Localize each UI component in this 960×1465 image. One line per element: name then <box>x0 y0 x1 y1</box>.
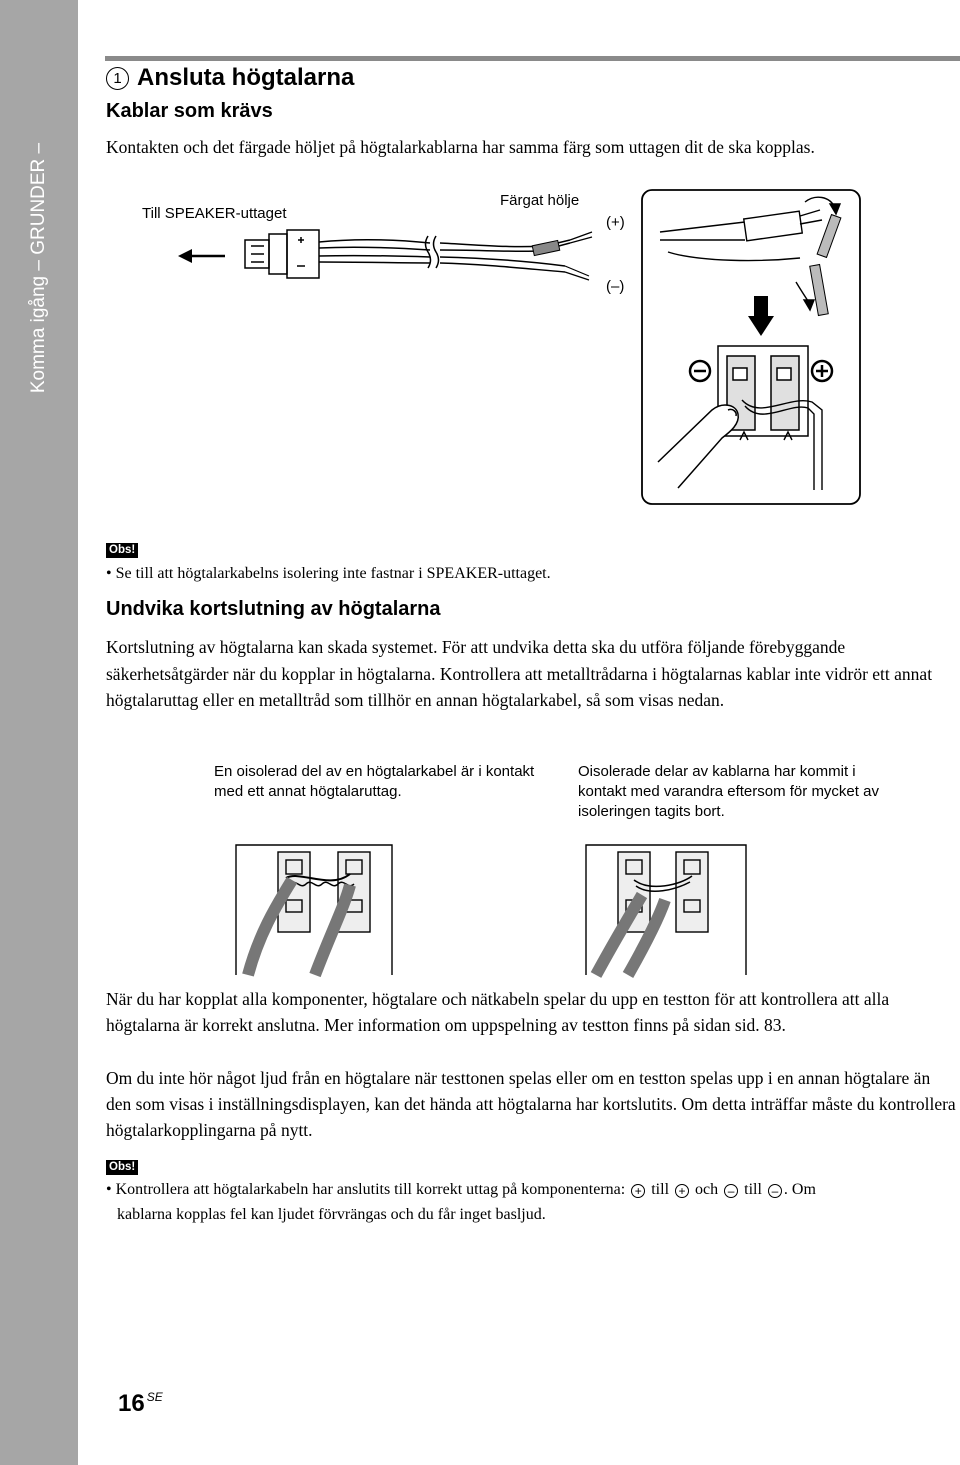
step-number: 1 <box>106 67 129 90</box>
subsection-heading: Kablar som krävs <box>106 100 273 122</box>
note2-text-c: och <box>695 1181 719 1198</box>
page-number-suffix: SE <box>146 1390 163 1404</box>
section-title: Ansluta högtalarna <box>137 64 355 91</box>
caption-wire-contact: Oisolerade delar av kablarna har kommit i kontakt med varandra eftersom för mycket av isoleringen tagits bort. <box>578 763 879 820</box>
note2-badge: Obs! <box>106 1160 138 1175</box>
terminal-short-right-icon <box>586 845 746 975</box>
note2-text-a: • Kontrollera att högtalarkabeln har anslutits till korrekt uttag på komponenterna: <box>106 1181 626 1198</box>
page-number-value: 16 <box>118 1390 145 1417</box>
note2-text-d: till <box>744 1181 762 1198</box>
terminal-short-left-icon <box>236 845 392 975</box>
note2-text-b: till <box>651 1181 670 1198</box>
shortcircuit-body: Kortslutning av högtalarna kan skada systemet. För att undvika detta ska du utföra följande förebyggande säkerhetsåtgärder när du kopplar in högtalarna. Kontrollera att metalltrådarna i högtalarnas kablar inte vidrör ett annat högtalaruttag eller en metalltråd som tillhör en annan högtalarkabel, så som visas nedan. <box>106 637 933 710</box>
minus-wire-label: (–) <box>606 278 625 295</box>
intro-text: Kontakten och det färgade höljet på högtalarkablarna har samma färg som uttagen dit de ska kopplas. <box>106 137 815 157</box>
plus-wire-label: (+) <box>606 214 625 231</box>
note2-line1 <box>106 1178 816 1202</box>
minus-symbol-icon: – <box>724 1184 738 1198</box>
plus-symbol-icon: + <box>631 1184 645 1198</box>
plus-symbol-icon: + <box>675 1184 689 1198</box>
note2-line2: kablarna kopplas fel kan ljudet förvrängas och du får inget basljud. <box>117 1206 546 1223</box>
note2-text-e: . Om <box>783 1181 816 1198</box>
note-badge: Obs! <box>106 543 138 558</box>
sidebar-section-label: Komma igång – GRUNDER – <box>28 142 49 394</box>
colored-tube-label: Färgat hölje <box>500 192 580 209</box>
testtone-para1: När du har kopplat alla komponenter, högtalare och nätkabeln spelar du upp en testton för att kontrollera att alla högtalarna är korrekt anslutna. Mer information om uppspelning av testton finns på sidan sid. 83. <box>106 989 890 1035</box>
testtone-para2: Om du inte hör något ljud från en högtalare när testtonen spelas eller om en testton spelas upp i en annan högtalare än den som visas i inställningsdisplayen, kan det hända att högtalarna har kortslutits. Om detta inträffar måste du kontrollera högtalarkopplingarna på nytt. <box>106 1068 956 1140</box>
shortcircuit-heading: Undvika kortslutning av högtalarna <box>106 598 441 620</box>
minus-symbol-icon: – <box>768 1184 782 1198</box>
note-text: • Se till att högtalarkabelns isolering inte fastnar i SPEAKER-uttaget. <box>106 565 551 582</box>
speaker-jack-label: Till SPEAKER-uttaget <box>142 205 287 222</box>
page-number <box>118 1390 163 1418</box>
caption-terminal-contact: En oisolerad del av en högtalarkabel är i kontakt med ett annat högtalaruttag. <box>214 763 535 800</box>
